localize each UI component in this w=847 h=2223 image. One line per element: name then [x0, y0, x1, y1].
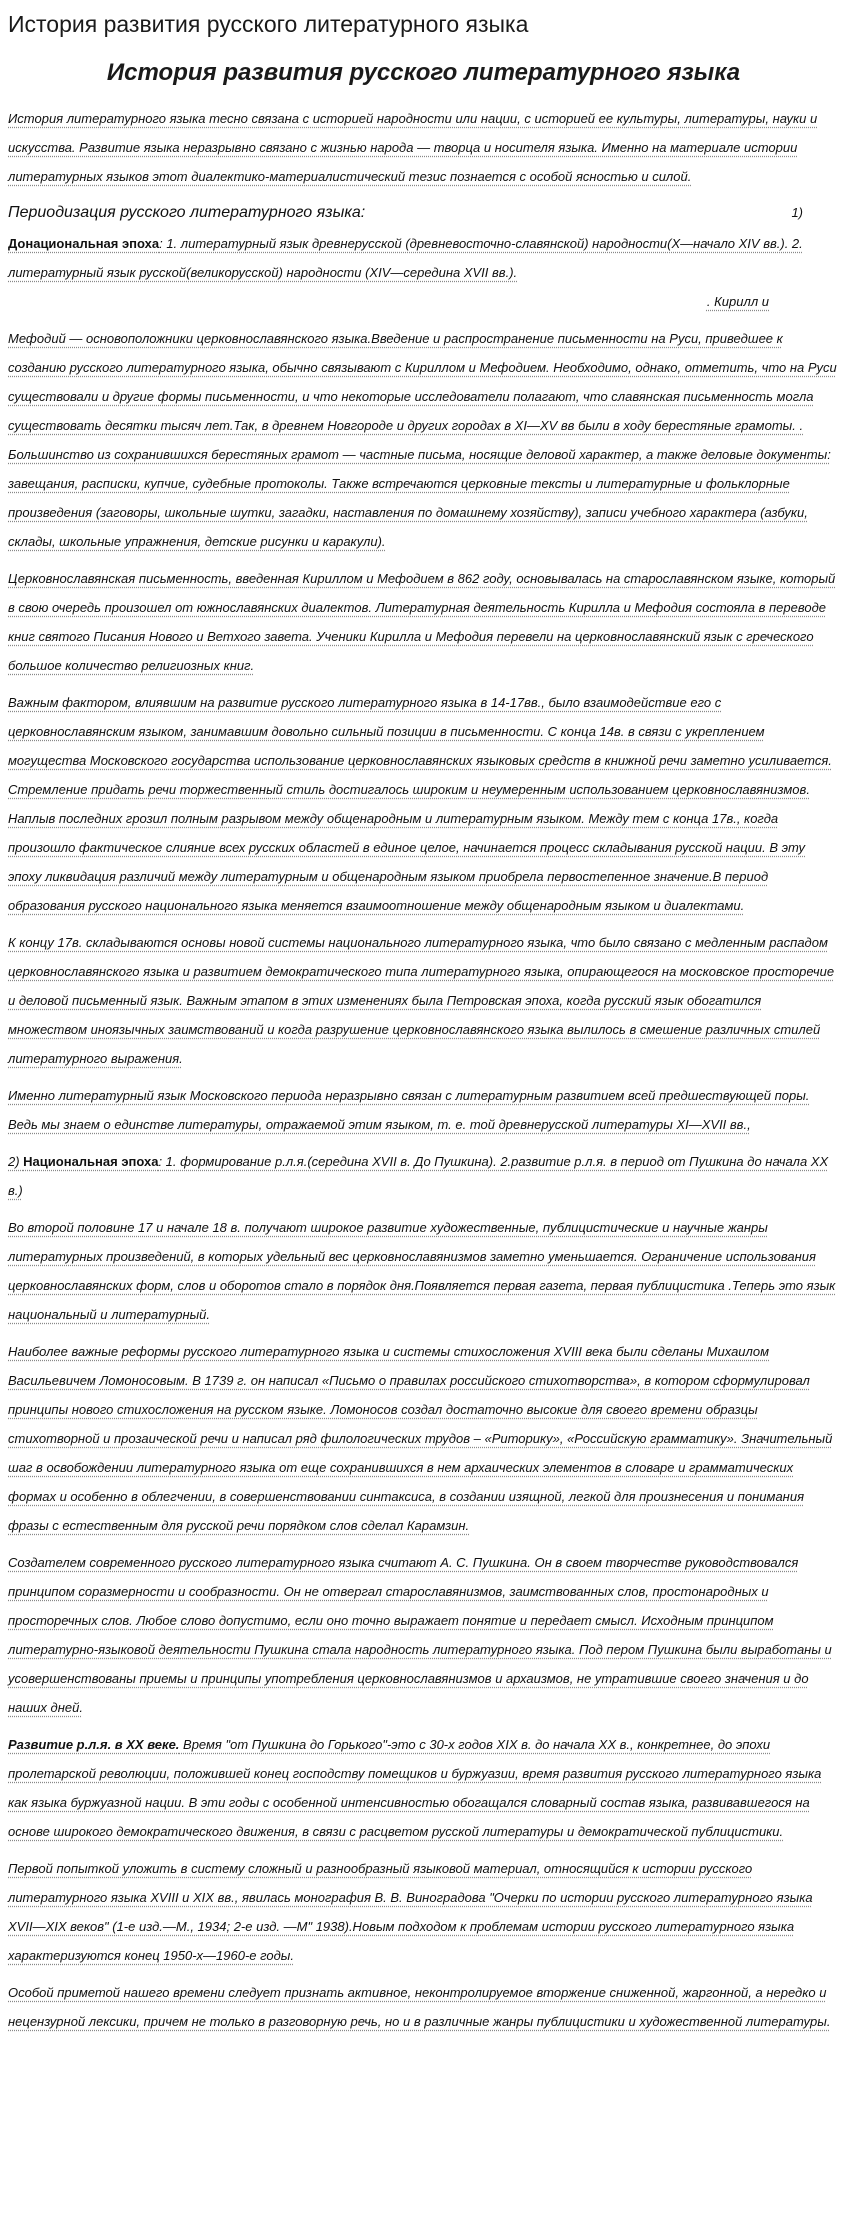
- twentieth-century-paragraph: [8, 1730, 839, 1846]
- modern-times-paragraph: Особой приметой нашего времени следует признать активное, неконтролируемое вторжение сниженной, жаргонной, а нередко и нецензурной лексики, причем не только в разговорную речь, но и в различные жанры публицистики и художественной литературы.: [8, 1985, 831, 2029]
- cyril-fragment: . Кирилл и: [706, 294, 769, 309]
- church-slavonic-paragraph: Церковнославянская письменность, введенная Кириллом и Мефодием в 862 году, основывалась на старославянском языке, который в свою очередь произошел от южнославянских диалектов. Литературная деятельность Кирилла и Мефодия состояла в переводе книг святого Писания Нового и Ветхого завета. Ученики Кирилла и Мефодия перевели на церковнославянский язык с греческого большое количество религиозных книг.: [8, 571, 836, 673]
- end-17th-paragraph: К концу 17в. складываются основы новой системы национального литературного языка, что было связано с медленным распадом церковнославянского языка и развитием демократического типа литературного языка, опирающегося на московское просторечие и деловой письменный язык. Важным этапом в этих изменениях была Петровская эпоха, когда русский язык обогатился множеством иноязычных заимствований и когда разрушение церковнославянского языка вылилось в смешение различных стилей литературного выражения.: [8, 935, 835, 1066]
- lomonosov-paragraph: Наиболее важные реформы русского литературного языка и системы стихосложения XVIII века были сделаны Михаилом Васильевичем Ломоносовым. В 1739 г. он написал «Письмо о правилах российского стихотворства», в котором сформулировал принципы нового стихосложения на русском языке. Ломоносов создал достаточно высокие для своего времени образцы стихотворной и прозаической речи и написал ряд филологических трудов – «Риторику», «Российскую грамматику». Значительный шаг в освобождении литературного языка от еще сохранившихся в нем архаических элементов в словаре и грамматических формах и особенно в облегчении, в совершенствовании синтаксиса, в создании изящной, легкой для произнесения и понимания фразы с естественным для русской речи порядком слов сделал Карамзин.: [8, 1344, 833, 1533]
- vinogradov-paragraph: Первой попыткой уложить в систему сложный и разнообразный языковой материал, относящийся к истории русского литературного языка XVIII и XIX вв., явилась монография В. В. Виноградова "Очерки по истории русского литературного языка XVII—XIX веков" (1-е изд.—М., 1934; 2-е изд. —М" 1938).Новым подходом к проблемам истории русского литературного языка характеризуются конец 1950-х—1960-е годы.: [8, 1861, 813, 1963]
- factor-paragraph: Важным фактором, влиявшим на развитие русского литературного языка в 14-17вв., было взаимодействие его с церковнославянским языком, занимавшим довольно сильный позиции в письменности. С конца 14в. в связи с укреплением могущества Московского государства использование церковнославянских языковых средств в книжной речи заметно усиливается. Стремление придать речи торжественный стиль достигалось широким и неумеренным использованием церковнославянизмов. Наплыв последних грозил полным разрывом между общенародным и литературным языком. Между тем с конца 17в., когда произошло фактическое слияние всех русских областей в единое целое, начинается процесс складывания русской нации. В эту эпоху ликвидация различий между литературным и общенародным языком приобрела первостепенное значение.В период образования русского национального языка меняется взаимоотношение между общенародным языком и диалектами.: [8, 695, 832, 913]
- epoch-2-paragraph: [8, 1147, 839, 1205]
- page-header-title: История развития русского литературного языка: [8, 11, 529, 37]
- article-page: [0, 10, 847, 2036]
- pushkin-paragraph: Создателем современного русского литературного языка считают А. С. Пушкина. Он в своем творчестве руководствовался принципом соразмерности и сообразности. Он не отвергал старославянизмов, заимствованных слов, простонародных и просторечных слов. Любое слово допустимо, если оно точно выражает понятие и передает смысл. Исходным принципом литературно-языковой деятельности Пушкина стала народность литературного языка. Под пером Пушкина были выработаны и усовершенствованы приемы и принципы употребления церковнославянизмов и архаизмов, не утратившие своего значения и до наших дней.: [8, 1555, 832, 1715]
- intro-paragraph: История литературного языка тесно связана с историей народности или нации, с историей ее культуры, литературы, науки и искусства. Развитие языка неразрывно связано с жизнью народа — творца и носителя языка. Именно на материале истории литературных языков этот диалектико-материалистический тезис познается с особой ясностью и силой.: [8, 111, 818, 184]
- periodization-heading: [8, 199, 839, 227]
- twentieth-century-label: Развитие р.л.я. в XX веке.: [8, 1737, 180, 1752]
- periodization-heading-text: Периодизация русского литературного языка:: [8, 204, 366, 221]
- article-title: История развития русского литературного языка: [106, 59, 741, 86]
- epoch-2-text: : 1. формирование р.л.я.(середина XVII в. До Пушкина). 2.развитие р.л.я. в период от Пушкина до начала XX в.): [8, 1154, 829, 1198]
- epoch-1-label: Донациональная эпоха: [8, 236, 160, 251]
- methodius-paragraph: Мефодий — основоположники церковнославянского языка.Введение и распространение письменности на Руси, приведшее к созданию русского литературного языка, обычно связывают с Кириллом и Мефодием. Необходимо, однако, отметить, что на Руси существовали и другие формы письменности, и что некоторые исследователи полагают, что славянская письменность могла существовать десятки тысяч лет.Так, в древнем Новгороде и других городах в XI—XV вв были в ходу берестяные грамоты. . Большинство из сохранившихся берестяных грамот — частные письма, носящие деловой характер, а также деловые документы: завещания, расписки, купчие, судебные протоколы. Также встречаются церковные тексты и литературные и фольклорные произведения (заговоры, школьные шутки, загадки, наставления по домашнему хозяйству), записи учебного характера (азбуки, склады, школьные упражнения, детские рисунки и каракули).: [8, 331, 837, 549]
- section-number: 1): [791, 205, 803, 220]
- epoch-1-paragraph: [8, 229, 839, 316]
- second-half-17th-paragraph: Во второй половине 17 и начале 18 в. получают широкое развитие художественные, публицистические и научные жанры литературных произведений, в которых удельный вес церковнославянизмов заметно уменьшается. Ограничение использования церковнославянских форм, слов и оборотов стало в порядок дня.Появляется первая газета, первая публицистика .Теперь это язык национальный и литературный.: [8, 1220, 836, 1322]
- twentieth-century-text: Время "от Пушкина до Горького"-это с 30-х годов XIX в. до начала XX в., конкретнее, до эпохи пролетарской революции, положившей конец господству помещиков и буржуазии, время развития русского литературного языка как языка буржуазной нации. В эти годы с особенной интенсивностью обогащался словарный состав языка, развивавшегося на основе широкого демократического движения, в связи с расцветом русской литературы и демократической публицистики.: [8, 1737, 822, 1839]
- moscow-period-paragraph: Именно литературный язык Московского периода неразрывно связан с литературным развитием всей предшествующей поры. Ведь мы знаем о единстве литературы, отражаемой этим языком, т. е. той древнерусской литературы XI—XVII вв.,: [8, 1088, 810, 1132]
- epoch-1-text: : 1. литературный язык древнерусской (древневосточно-славянской) народности(Х—начало XIV вв.). 2. литературный язык русской(великорусской) народности (XIV—середина XVII вв.).: [8, 236, 803, 280]
- epoch-2-label: Национальная эпоха: [23, 1154, 159, 1169]
- epoch-2-number: 2): [8, 1154, 24, 1169]
